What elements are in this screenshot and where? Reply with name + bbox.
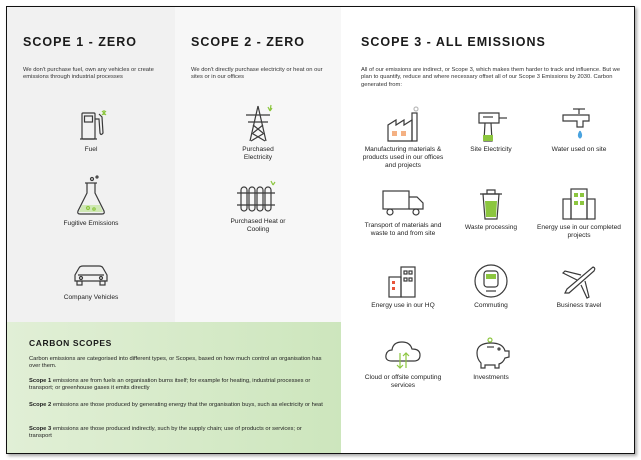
scope3-item-business-travel xyxy=(535,263,623,310)
carbon-scope2-definition xyxy=(29,402,324,409)
plane-icon xyxy=(559,263,599,299)
scope1-item-fugitive xyxy=(41,175,141,228)
scope3-item-hq xyxy=(359,263,447,310)
radiator-icon xyxy=(235,179,281,215)
scope3-item-commuting xyxy=(449,263,533,310)
scope2-definition-text: emissions are those produced by generating energy that the organisation buys, such as electricity or heat xyxy=(51,402,323,408)
scope3-definition-text: emissions are those produced indirectly, such by the supply chain; use of products or services; or transport xyxy=(29,426,302,440)
scope1-title: SCOPE 1 - ZERO xyxy=(23,35,138,49)
scope1-item-label: Company Vehicles xyxy=(63,294,119,301)
scope3-item-investments xyxy=(449,337,533,382)
scope1-item-label: Fugitive Emissions xyxy=(63,220,119,227)
truck-icon xyxy=(379,185,427,219)
carbon-scopes-title: CARBON SCOPES xyxy=(29,338,112,348)
scope1-definition-text: emissions are from fuels an organisation burns itself; for example for heating, industrial processes or transport; or greenhouse gases it emits directly xyxy=(29,378,311,392)
infographic-frame xyxy=(6,6,635,454)
scope3-item-water xyxy=(535,105,623,154)
scope1-term: Scope 1 xyxy=(29,378,52,384)
cloud-icon xyxy=(382,337,424,371)
scope3-item-label: Site Electricity xyxy=(470,146,512,153)
drill-icon xyxy=(471,105,511,143)
scope2-item-electricity xyxy=(208,103,308,162)
scope3-item-label: Energy use in our HQ xyxy=(371,302,435,309)
scope3-item-label: Investments xyxy=(473,374,509,381)
scope2-panel xyxy=(175,7,341,322)
train-icon xyxy=(471,263,511,299)
carbon-intro: Carbon emissions are categorised into different types, or Scopes, based on how much control an organisation has over them. xyxy=(29,356,322,370)
scope2-title: SCOPE 2 - ZERO xyxy=(191,35,306,49)
scope3-item-label: Waste processing xyxy=(464,224,518,231)
tap-icon xyxy=(559,105,599,143)
scope2-item-label: Purchased Electricity xyxy=(242,146,274,161)
scope3-item-label: Cloud or offsite computing services xyxy=(364,374,442,389)
carbon-scopes-panel xyxy=(7,322,341,453)
scope3-item-site-electricity xyxy=(449,105,533,154)
scope3-item-waste xyxy=(449,185,533,232)
scope3-item-cloud xyxy=(359,337,447,390)
scope3-description: All of our emissions are indirect, or Scope 3, which makes them harder to track and influence. But we plan to quantify, reduce and where necessary offset all of our Scope 3 Emissions by 2030. Carbon generated from: xyxy=(361,67,621,88)
scope2-item-label: Purchased Heat or Cooling xyxy=(230,218,286,233)
scope2-term: Scope 2 xyxy=(29,402,52,408)
scope3-item-label: Manufacturing materials & products used in our offices and projects xyxy=(362,146,444,169)
scope3-item-label: Commuting xyxy=(474,302,508,309)
scope3-term: Scope 3 xyxy=(29,426,52,432)
car-icon xyxy=(69,259,113,291)
scope3-item-label: Water used on site xyxy=(551,146,607,153)
scope3-item-manufacturing xyxy=(359,105,447,170)
factory-icon xyxy=(383,105,423,143)
scope3-item-label: Energy use in our completed projects xyxy=(537,224,621,239)
scope2-description: We don't directly purchase electricity or heat on our sites or in our offices xyxy=(191,67,323,81)
scope1-item-vehicles xyxy=(41,259,141,302)
scope1-panel xyxy=(7,7,175,322)
scope1-item-fuel xyxy=(41,105,141,154)
office-icon xyxy=(383,263,423,299)
scope2-item-heat xyxy=(208,179,308,234)
scope3-item-label: Transport of materials and waste to and from site xyxy=(364,222,442,237)
carbon-scope3-definition xyxy=(29,426,324,440)
piggy-bank-icon xyxy=(469,337,513,371)
scope1-item-label: Fuel xyxy=(84,146,98,153)
fuel-pump-icon xyxy=(71,105,111,143)
scope1-description: We don't purchase fuel, own any vehicles or create emissions through industrial processes xyxy=(23,67,154,81)
bin-icon xyxy=(471,185,511,221)
pylon-icon xyxy=(238,103,278,143)
flask-icon xyxy=(71,175,111,217)
carbon-scope1-definition xyxy=(29,378,324,392)
scope3-item-transport xyxy=(359,185,447,238)
scope3-item-label: Business travel xyxy=(556,302,602,309)
scope3-panel xyxy=(341,7,634,453)
scope3-item-completed-projects xyxy=(535,185,623,240)
scope3-title: SCOPE 3 - ALL EMISSIONS xyxy=(361,35,546,49)
building-icon xyxy=(559,185,599,221)
